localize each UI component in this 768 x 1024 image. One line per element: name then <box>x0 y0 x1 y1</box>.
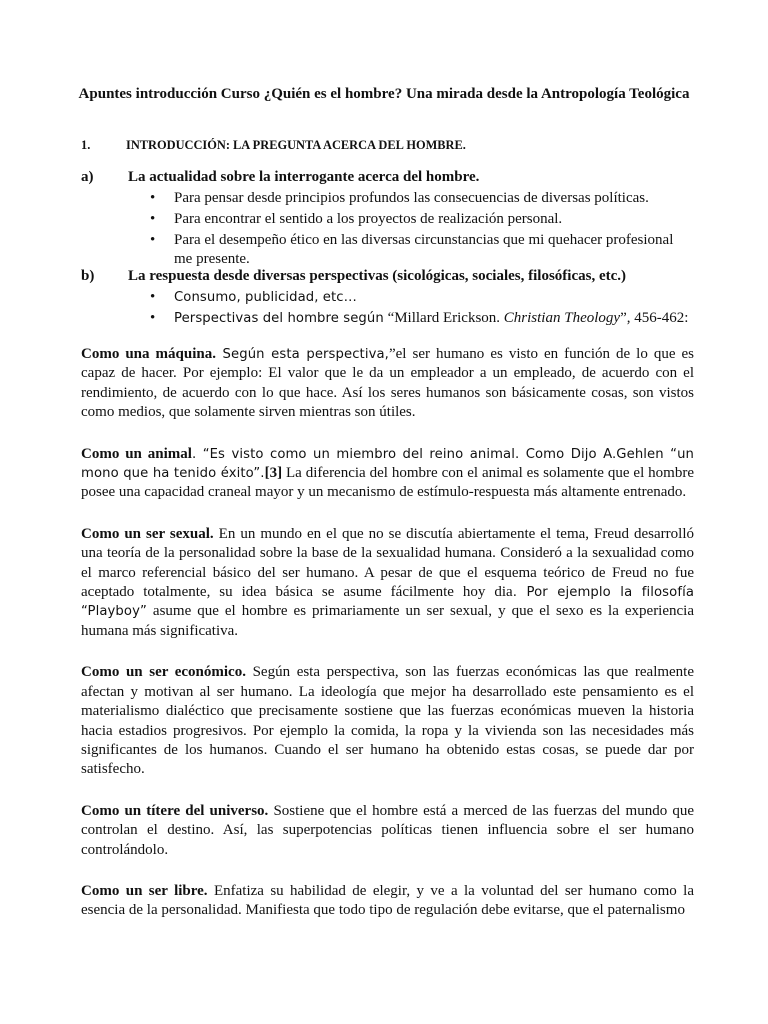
subsection-letter: b) <box>81 268 95 284</box>
paragraph-sexual: Como un ser sexual. En un mundo en el que no se discutía abiertamente el tema, Freud desarrolló una teoría de la personalidad sobre la base de la sexualidad humana. Consideró a la sexualidad como el marco referencial básico del ser humano. A pesar de que el esquema teórico de Freud no fue aceptado totalmente, su idea básica se asume fácilmente hoy dia. Por ejemplo la filosofía “Playboy” asume que el hombre es primariamente un ser sexual, y que el sexo es la experiencia humana más significativa. <box>81 525 695 639</box>
subsection-b <box>0 267 768 330</box>
list-item: • Para encontrar el sentido a los proyectos de realización personal. <box>0 210 694 229</box>
list-item: • Consumo, publicidad, etc… <box>0 288 694 307</box>
subsection-a-heading <box>0 168 768 187</box>
bullet-icon: • <box>150 190 156 207</box>
paragraph-machine: Como una máquina. Según esta perspectiva,”el ser humano es visto en función de lo que es capaz de hacer. Por ejemplo: El valor que le da un empleador a un empleado, de acuerdo con el rendimiento, de acuerdo con lo que hace. Así los seres humanos son básicamente cosas, son vistos como medios, que solamente sirven mientras son útiles. <box>81 346 695 421</box>
list-item: • Para pensar desde principios profundos las consecuencias de diversas políticas. <box>0 189 694 208</box>
perspectives-body <box>81 345 694 943</box>
document-title: Apuntes introducción Curso ¿Quién es el hombre? Una mirada desde la Antropología Teológica <box>78 86 690 102</box>
book-title: Christian Theology <box>503 310 621 327</box>
bullet-icon: • <box>150 289 156 306</box>
section-number: 1. <box>81 138 91 152</box>
bullet-icon: • <box>150 310 156 327</box>
paragraph-animal: Como un animal. “Es visto como un miembro del reino animal. Como Dijo A.Gehlen “un mono que ha tenido éxito”.[3] La diferencia del hombre con el animal es solamente que el hombre posee una capacidad craneal mayor y un mecanismo de estímulo-respuesta más altamente entrenado. <box>81 445 694 501</box>
bullet-icon: • <box>150 231 156 248</box>
bullet-icon: • <box>150 211 156 228</box>
subsection-a <box>0 168 768 271</box>
paragraph-free: Como un ser libre. Enfatiza su habilidad de elegir, y ve a la voluntad del ser humano como la esencia de la personalidad. Manifiesta que todo tipo de regulación debe evitarse, que el paternalismo <box>81 882 694 919</box>
subsection-b-heading <box>0 267 768 286</box>
paragraph-economic: Como un ser económico. Según esta perspectiva, son las fuerzas económicas las que realmente afectan y motivan al ser humano. La ideología que mejor ha desarrollado este pensamiento es el materialismo dialéctico que precisamente sostiene que las fuerzas económicas mueven la historia hacia estadios progresivos. Por ejemplo la comida, la ropa y la vivienda son las necesidades más significantes de los humanos. Cuando el ser humano ha obtenido estas cosas, se puede dar por satisfecho. <box>81 664 695 778</box>
list-item: • Perspectivas del hombre según “Millard Erickson. Christian Theology”, 456-462: <box>0 309 694 328</box>
footnote-reference: [3] <box>264 465 283 482</box>
subsection-letter: a) <box>81 169 94 185</box>
subsection-title: La respuesta desde diversas perspectivas (sicológicas, sociales, filosóficas, etc.) <box>128 268 626 284</box>
bullet-list <box>0 288 768 328</box>
paragraph-puppet: Como un títere del universo. Sostiene que el hombre está a merced de las fuerzas del mundo que controlan el destino. Así, las superpotencias políticas tienen influencia sobre el ser humano controlándolo. <box>81 802 694 858</box>
list-item: • Para el desempeño ético en las diversas circunstancias que mi quehacer profesional me presente. <box>150 231 674 268</box>
bullet-list <box>0 189 768 269</box>
section-title: INTRODUCCIÓN: LA PREGUNTA ACERCA DEL HOMBRE. <box>126 138 466 152</box>
subsection-title: La actualidad sobre la interrogante acerca del hombre. <box>128 169 480 185</box>
